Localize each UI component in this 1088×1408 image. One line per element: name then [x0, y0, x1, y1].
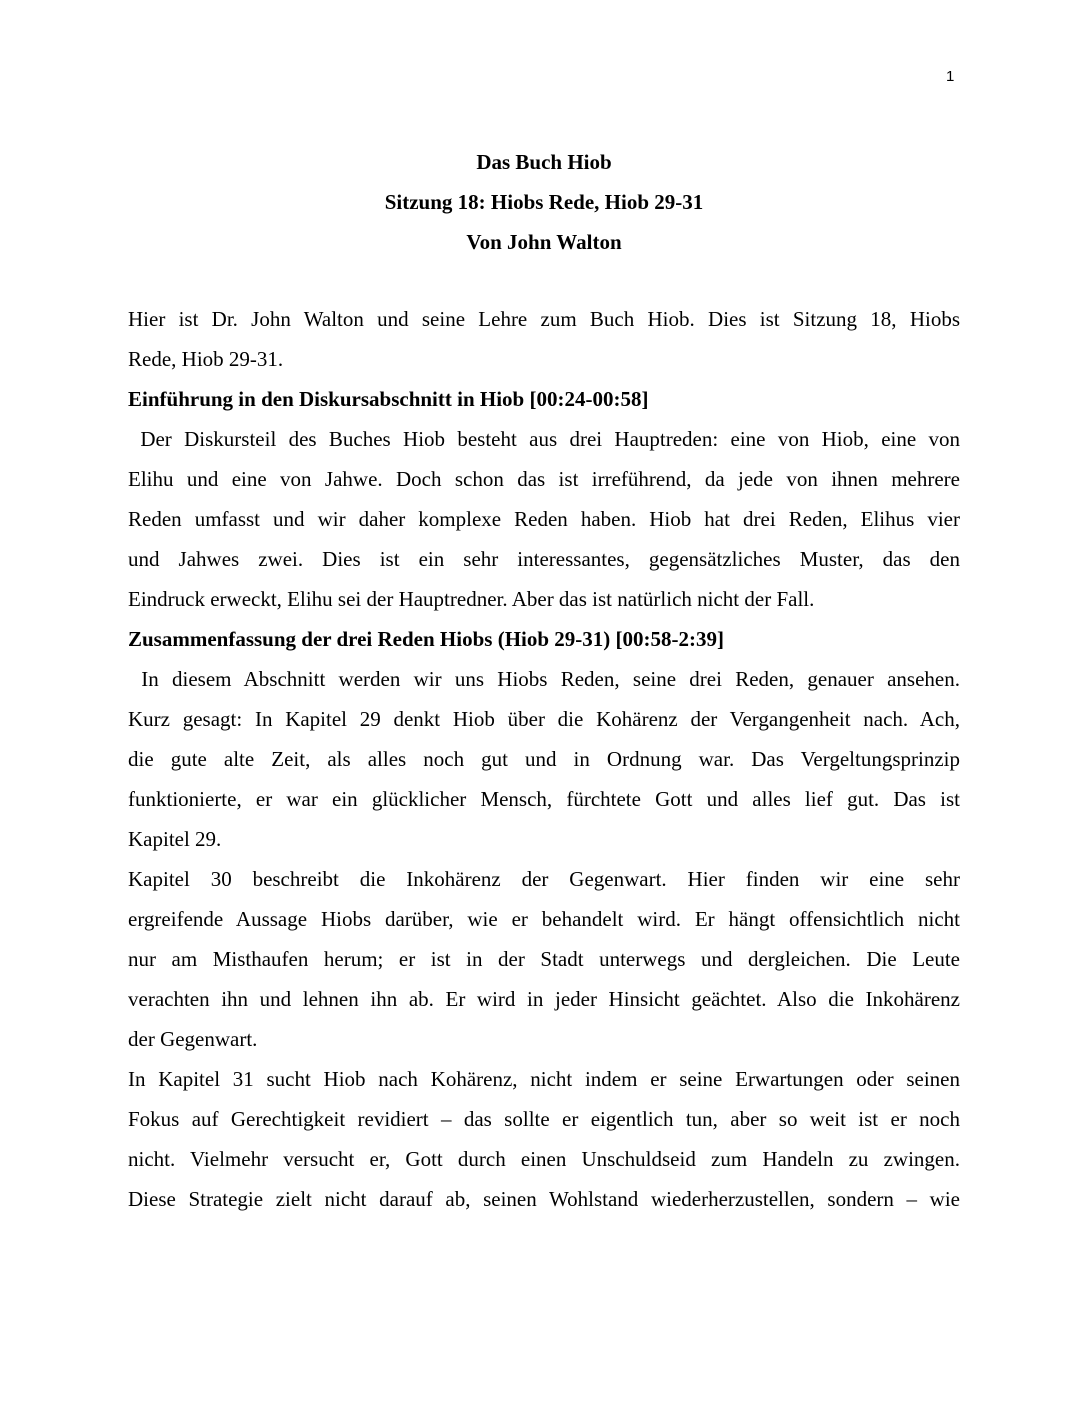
paragraph-line: Reden umfasst und wir daher komplexe Reden haben. Hiob hat drei Reden, Elihus vier	[128, 507, 960, 531]
paragraph-line: die gute alte Zeit, als alles noch gut und in Ordnung war. Das Vergeltungsprinzip	[128, 747, 960, 771]
paragraph-line: Eindruck erweckt, Elihu sei der Hauptredner. Aber das ist natürlich nicht der Fall.	[128, 587, 815, 611]
page-number: 1	[946, 68, 955, 85]
paragraph-line: Kapitel 29.	[128, 827, 222, 851]
document-body	[128, 299, 960, 1219]
paragraph-line: nur am Misthaufen herum; er ist in der Stadt unterwegs und dergleichen. Die Leute	[128, 947, 960, 971]
paragraph-line: der Gegenwart.	[128, 1027, 258, 1051]
paragraph-line: nicht. Vielmehr versucht er, Gott durch einen Unschuldseid zum Handeln zu zwingen.	[128, 1147, 960, 1171]
section-heading: Zusammenfassung der drei Reden Hiobs (Hiob 29-31) [00:58-2:39]	[128, 627, 724, 651]
author-line: Von John Walton	[466, 230, 622, 254]
paragraph-line: In diesem Abschnitt werden wir uns Hiobs Reden, seine drei Reden, genauer ansehen.	[128, 667, 960, 691]
section-heading: Einführung in den Diskursabschnitt in Hiob [00:24-00:58]	[128, 387, 649, 411]
document-title-block	[0, 142, 1088, 262]
paragraph-line: Elihu und eine von Jahwe. Doch schon das ist irreführend, da jede von ihnen mehrere	[128, 467, 960, 491]
paragraph-line: ergreifende Aussage Hiobs darüber, wie er behandelt wird. Er hängt offensichtlich nicht	[128, 907, 960, 931]
paragraph-line: Kurz gesagt: In Kapitel 29 denkt Hiob über die Kohärenz der Vergangenheit nach. Ach,	[128, 707, 960, 731]
paragraph-line: verachten ihn und lehnen ihn ab. Er wird in jeder Hinsicht geächtet. Also die Inkohärenz	[128, 987, 960, 1011]
document-title: Das Buch Hiob	[476, 150, 612, 174]
paragraph-line: Fokus auf Gerechtigkeit revidiert – das sollte er eigentlich tun, aber so weit ist er noch	[128, 1107, 960, 1131]
session-subtitle: Sitzung 18: Hiobs Rede, Hiob 29-31	[384, 190, 704, 214]
paragraph-line: In Kapitel 31 sucht Hiob nach Kohärenz, nicht indem er seine Erwartungen oder seinen	[128, 1067, 960, 1091]
paragraph-line: Kapitel 30 beschreibt die Inkohärenz der Gegenwart. Hier finden wir eine sehr	[128, 867, 960, 891]
paragraph-line: und Jahwes zwei. Dies ist ein sehr interessantes, gegensätzliches Muster, das den	[128, 547, 960, 571]
paragraph-line: funktionierte, er war ein glücklicher Mensch, fürchtete Gott und alles lief gut. Das ist	[128, 787, 960, 811]
paragraph-line: Der Diskursteil des Buches Hiob besteht aus drei Hauptreden: eine von Hiob, eine von	[128, 427, 960, 451]
paragraph-line: Diese Strategie zielt nicht darauf ab, seinen Wohlstand wiederherzustellen, sondern – wie	[128, 1187, 960, 1211]
paragraph-line: Rede, Hiob 29-31.	[128, 347, 284, 371]
paragraph-line: Hier ist Dr. John Walton und seine Lehre zum Buch Hiob. Dies ist Sitzung 18, Hiobs	[128, 307, 960, 331]
